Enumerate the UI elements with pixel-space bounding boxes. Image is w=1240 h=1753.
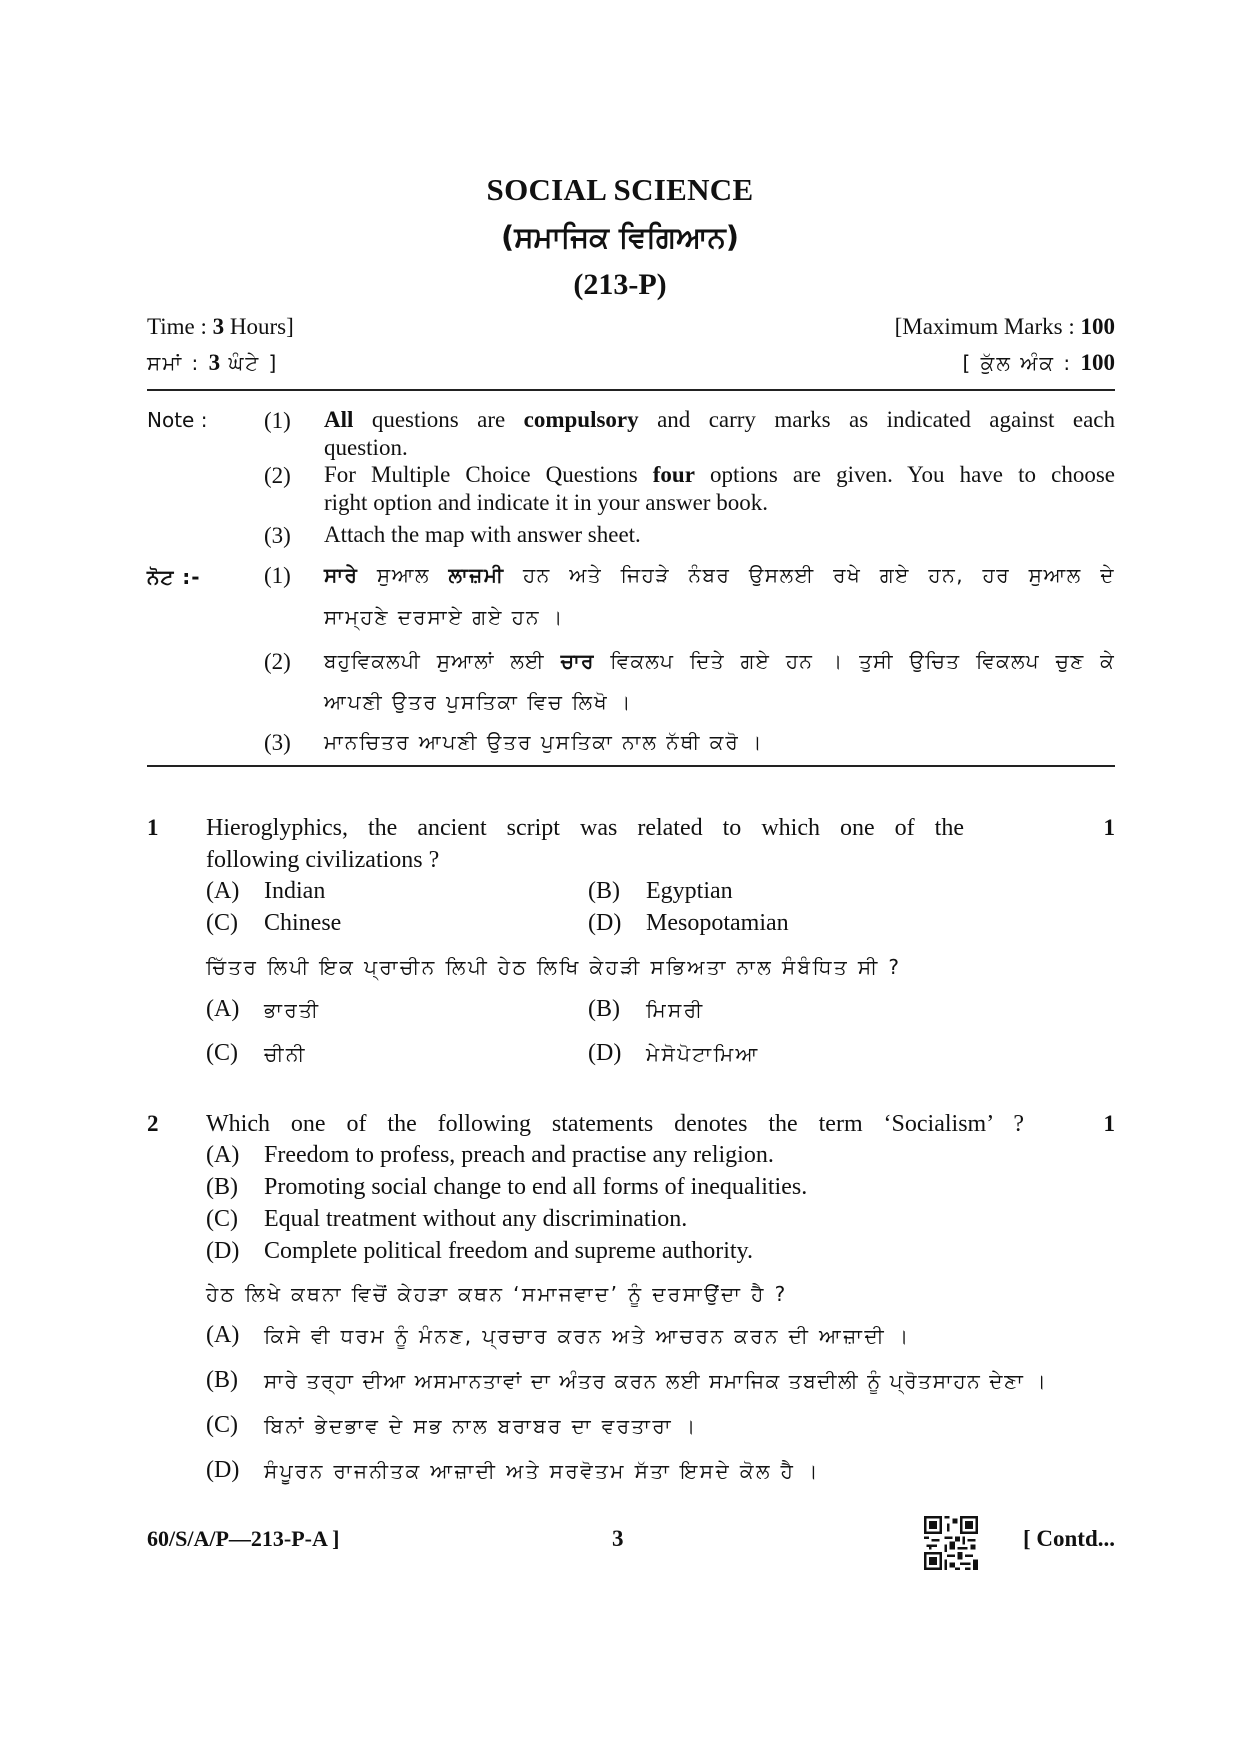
option-b: (B): [588, 878, 620, 904]
option-b-text-punjabi: ਮਿਸਰੀ: [646, 998, 705, 1022]
time-label: Time : 3 Hours]: [147, 314, 294, 339]
option-a-punjabi: (A): [206, 996, 240, 1022]
note-item-number: (3): [264, 730, 291, 755]
note-item-number: (3): [264, 523, 291, 548]
note-item-punjabi: ਮਾਨਚਿਤਰ ਆਪਣੀ ਉਤਰ ਪੁਸਤਿਕਾ ਨਾਲ ਨੱਥੀ ਕਰੋ ।: [324, 730, 764, 754]
option-c-text-punjabi: ਚੀਨੀ: [264, 1042, 307, 1066]
note-item: For Multiple Choice Questions four options are given. You have to choose: [324, 462, 1115, 487]
note-label: Note :: [147, 408, 208, 432]
option-a-text: Freedom to profess, preach and practise any religion.: [264, 1142, 774, 1168]
option-b: (B): [206, 1174, 238, 1200]
question-text: Hieroglyphics, the ancient script was related to which one of the: [206, 815, 964, 841]
note-item: Attach the map with answer sheet.: [324, 522, 641, 547]
divider: [147, 765, 1115, 767]
note-item-continued-punjabi: ਆਪਣੀ ਉਤਰ ਪੁਸਤਿਕਾ ਵਿਚ ਲਿਖੋ ।: [324, 690, 633, 714]
option-b-punjabi: (B): [206, 1367, 238, 1393]
question-marks: 1: [1103, 1111, 1115, 1136]
question-number: 2: [147, 1111, 159, 1136]
option-d-punjabi: (D): [588, 1040, 622, 1066]
max-marks-label: [Maximum Marks : 100: [894, 314, 1115, 339]
option-c-punjabi: (C): [206, 1412, 238, 1438]
option-b-text-punjabi: ਸਾਰੇ ਤਰ੍ਹਾ ਦੀਆ ਅਸਮਾਨਤਾਵਾਂ ਦਾ ਅੰਤਰ ਕਰਨ ਲਈ ਸਮਾਜਿਕ ਤਬਦੀਲੀ ਨੂੰ ਪ੍ਰੋਤਸਾਹਨ ਦੇਣਾ ।: [264, 1369, 1048, 1393]
option-c-text-punjabi: ਬਿਨਾਂ ਭੇਦਭਾਵ ਦੇ ਸਭ ਨਾਲ ਬਰਾਬਰ ਦਾ ਵਰਤਾਰਾ ।: [264, 1414, 698, 1438]
option-c-text: Chinese: [264, 910, 342, 936]
paper-reference-code: 60/S/A/P—213-P-A ]: [147, 1526, 340, 1551]
question-number: 1: [147, 815, 159, 840]
note-item-punjabi: ਸਾਰੇ ਸੁਆਲ ਲਾਜ਼ਮੀ ਹਨ ਅਤੇ ਜਿਹੜੇ ਨੰਬਰ ਉਸਲਈ ਰਖੇ ਗਏ ਹਨ, ਹਰ ਸੁਆਲ ਦੇ: [324, 563, 1115, 587]
time-label-punjabi: ਸਮਾਂ : 3 ਘੰਟੇ ]: [147, 350, 279, 375]
continued-label: [ Contd...: [1022, 1526, 1115, 1551]
option-c-text: Equal treatment without any discrimination.: [264, 1206, 688, 1232]
paper-code: (213-P): [573, 268, 667, 301]
page-title: SOCIAL SCIENCE: [486, 172, 754, 207]
option-d-text-punjabi: ਮੇਸੋਪੋਟਾਮਿਆ: [646, 1042, 760, 1066]
note-item-continued-punjabi: ਸਾਮ੍ਹਣੇ ਦਰਸਾਏ ਗਏ ਹਨ ।: [324, 605, 565, 629]
option-d: (D): [206, 1238, 240, 1264]
option-a: (A): [206, 878, 240, 904]
divider: [147, 389, 1115, 391]
option-b-text: Promoting social change to end all forms of inequalities.: [264, 1174, 808, 1200]
option-d-text: Complete political freedom and supreme authority.: [264, 1238, 753, 1264]
question-text: Which one of the following statements denotes the term ‘Socialism’ ?: [206, 1111, 1024, 1137]
note-item-punjabi: ਬਹੁਵਿਕਲਪੀ ਸੁਆਲਾਂ ਲਈ ਚਾਰ ਵਿਕਲਪ ਦਿਤੇ ਗਏ ਹਨ । ਤੁਸੀ ਉਚਿਤ ਵਿਕਲਪ ਚੁਣ ਕੇ: [324, 649, 1115, 673]
option-c: (C): [206, 1206, 238, 1232]
qr-code-icon: [924, 1516, 978, 1570]
option-a-punjabi: (A): [206, 1322, 240, 1348]
option-b-punjabi: (B): [588, 996, 620, 1022]
option-d-text: Mesopotamian: [646, 910, 789, 936]
page-number: 3: [612, 1526, 624, 1551]
note-item-number: (2): [264, 463, 291, 488]
max-marks-label-punjabi: [ ਕੁੱਲ ਅੰਕ : 100: [962, 350, 1115, 375]
question-marks: 1: [1103, 815, 1115, 840]
note-item-continued: question.: [324, 435, 408, 460]
note-item-number: (1): [264, 408, 291, 433]
option-b-text: Egyptian: [646, 878, 733, 904]
page-title-punjabi: (ਸਮਾਜਿਕ ਵਿਗਿਆਨ): [500, 220, 740, 254]
option-a-text-punjabi: ਕਿਸੇ ਵੀ ਧਰਮ ਨੂੰ ਮੰਨਣ, ਪ੍ਰਚਾਰ ਕਰਨ ਅਤੇ ਆਚਰਨ ਕਰਨ ਦੀ ਆਜ਼ਾਦੀ ।: [264, 1324, 911, 1348]
note-item-continued: right option and indicate it in your answer book.: [324, 490, 768, 515]
option-c: (C): [206, 910, 238, 936]
question-text-punjabi: ਚਿੱਤਰ ਲਿਪੀ ਇਕ ਪ੍ਰਾਚੀਨ ਲਿਪੀ ਹੇਠ ਲਿਖਿ ਕੇਹੜੀ ਸਭਿਅਤਾ ਨਾਲ ਸੰਬੰਧਿਤ ਸੀ ?: [206, 955, 902, 979]
question-text-punjabi: ਹੇਠ ਲਿਖੇ ਕਥਨਾ ਵਿਚੋਂ ਕੇਹੜਾ ਕਥਨ ‘ਸਮਾਜਵਾਦ’ ਨੂੰ ਦਰਸਾਉਂਦਾ ਹੈ ?: [206, 1282, 788, 1306]
note-item: All questions are compulsory and carry marks as indicated against each: [324, 407, 1115, 432]
note-item-number: (1): [264, 563, 291, 588]
note-item-number: (2): [264, 649, 291, 674]
option-d: (D): [588, 910, 622, 936]
option-a-text-punjabi: ਭਾਰਤੀ: [264, 998, 321, 1022]
option-c-punjabi: (C): [206, 1040, 238, 1066]
option-d-text-punjabi: ਸੰਪੂਰਨ ਰਾਜਨੀਤਕ ਆਜ਼ਾਦੀ ਅਤੇ ਸਰਵੋਤਮ ਸੱਤਾ ਇਸਦੇ ਕੋਲ ਹੈ ।: [264, 1459, 820, 1483]
question-text-continued: following civilizations ?: [206, 847, 440, 873]
note-label-punjabi: ਨੋਟ :-: [147, 565, 201, 589]
option-a: (A): [206, 1142, 240, 1168]
option-d-punjabi: (D): [206, 1457, 240, 1483]
option-a-text: Indian: [264, 878, 326, 904]
